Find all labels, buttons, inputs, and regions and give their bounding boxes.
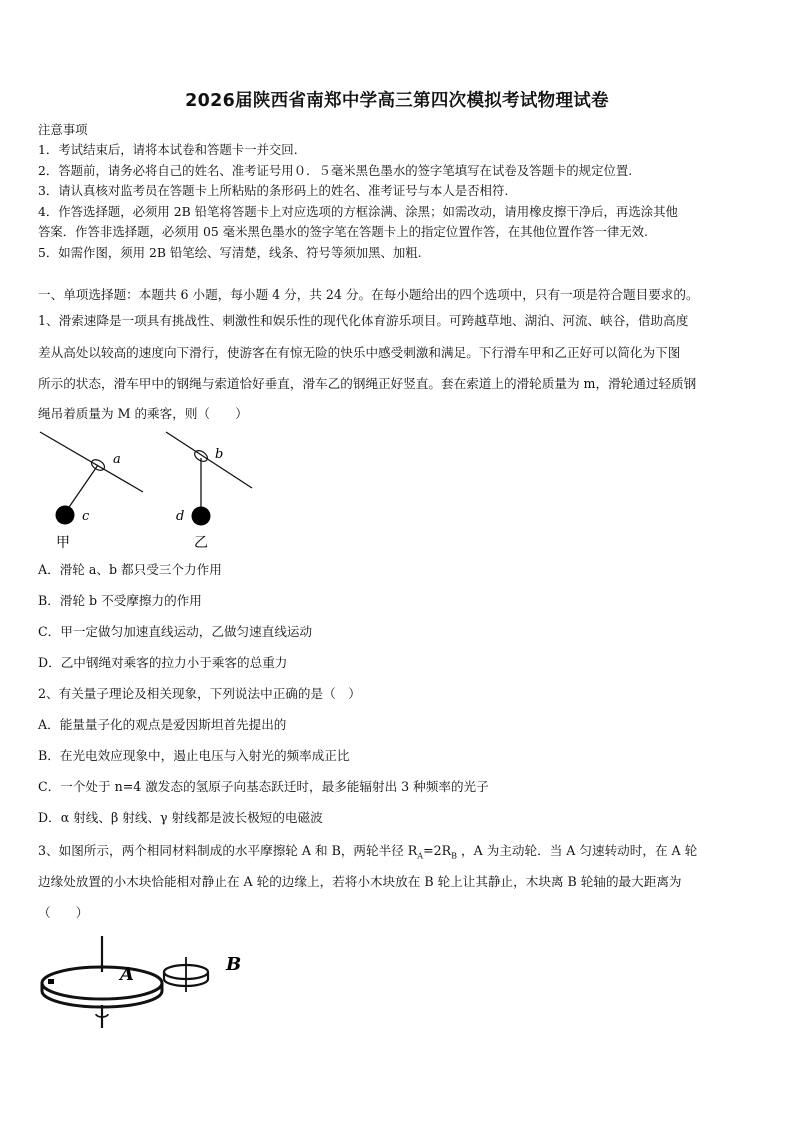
friction-wheels-diagram xyxy=(38,932,258,1032)
page-title: 2026届陕西省南郑中学高三第四次模拟考试物理试卷 xyxy=(185,91,609,111)
label-yi: 乙 xyxy=(194,535,208,551)
q2-option-a: A．能量量子化的观点是爱因斯坦首先提出的 xyxy=(38,717,287,732)
section-heading: 一、单项选择题：本题共 6 小题，每小题 4 分，共 24 分。在每小题给出的四个选项中，只有一项是符合题目要求的。 xyxy=(38,287,699,302)
q2-option-b: B．在光电效应现象中，遏止电压与入射光的频率成正比 xyxy=(38,748,350,763)
notice-item: 答案．作答非选择题，必须用 05 毫米黑色墨水的签字笔在答题卡上的指定位置作答，在其他位置作答一律无效. xyxy=(38,224,648,239)
question-1-stem: 所示的状态，滑车甲中的钢绳与索道恰好垂直，滑车乙的钢绳正好竖直。套在索道上的滑轮质量为 m，滑轮通过轻质钢 xyxy=(38,376,697,391)
notice-item: 5．如需作图，须用 2B 铅笔绘、写清楚，线条、符号等须加黑、加粗. xyxy=(38,245,422,260)
question-3-stem: 边缘处放置的小木块恰能相对静止在 A 轮的边缘上，若将小木块放在 B 轮上让其静止，木块离 B 轮轴的最大距离为 xyxy=(38,874,682,889)
q1-option-d: D．乙中钢绳对乘客的拉力小于乘客的总重力 xyxy=(38,655,288,670)
label-d: d xyxy=(176,509,185,524)
question-3-stem: （ ） xyxy=(38,905,89,920)
q1-option-c: C．甲一定做匀加速直线运动，乙做匀速直线运动 xyxy=(38,624,313,639)
notice-heading: 注意事项 xyxy=(38,122,88,137)
label-b: b xyxy=(215,447,224,462)
pulley-diagram xyxy=(38,428,268,552)
label-a: a xyxy=(113,452,121,467)
question-3-stem: 3、如图所示，两个相同材料制成的水平摩擦轮 A 和 B，两轮半径 $R_A=2R_B$ ，A 为主动轮．当 A 匀速转动时，在 A 轮 xyxy=(38,843,698,861)
q1-option-a: A．滑轮 a、b 都只受三个力作用 xyxy=(38,562,222,577)
label-jia: 甲 xyxy=(56,535,70,551)
question-1-stem: 差从高处以较高的速度向下滑行，使游客在有惊无险的快乐中感受刺激和满足。下行滑车甲和乙正好可以简化为下图 xyxy=(38,345,681,360)
notice-item: 3．请认真核对监考员在答题卡上所粘贴的条形码上的姓名、准考证号与本人是否相符. xyxy=(38,183,509,198)
label-wheel-b: B xyxy=(226,954,242,975)
notice-item: 2．答题前，请务必将自己的姓名、准考证号用０．５毫米黑色墨水的签字笔填写在试卷及答题卡的规定位置. xyxy=(38,163,633,178)
notice-item: 1．考试结束后，请将本试卷和答题卡一并交回. xyxy=(38,142,298,157)
question-1-stem: 1、滑索速降是一项具有挑战性、刺激性和娱乐性的现代化体育游乐项目。可跨越草地、湖泊、河流、峡谷，借助高度 xyxy=(38,313,689,328)
q1-option-b: B．滑轮 b 不受摩擦力的作用 xyxy=(38,593,202,608)
notice-item: 4．作答选择题，必须用 2B 铅笔将答题卡上对应选项的方框涂满、涂黑；如需改动，请用橡皮擦干净后，再选涂其他 xyxy=(38,204,678,219)
question-2-stem: 2、有关量子理论及相关现象，下列说法中正确的是（ ） xyxy=(38,686,361,701)
label-c: c xyxy=(82,509,90,524)
label-wheel-a: A xyxy=(120,964,134,985)
q2-option-c: C．一个处于 n=4 激发态的氢原子向基态跃迁时，最多能辐射出 3 种频率的光子 xyxy=(38,779,489,794)
question-1-stem: 绳吊着质量为 M 的乘客，则（ ） xyxy=(38,406,248,421)
q2-option-d: D．α 射线、β 射线、γ 射线都是波长极短的电磁波 xyxy=(38,810,323,825)
